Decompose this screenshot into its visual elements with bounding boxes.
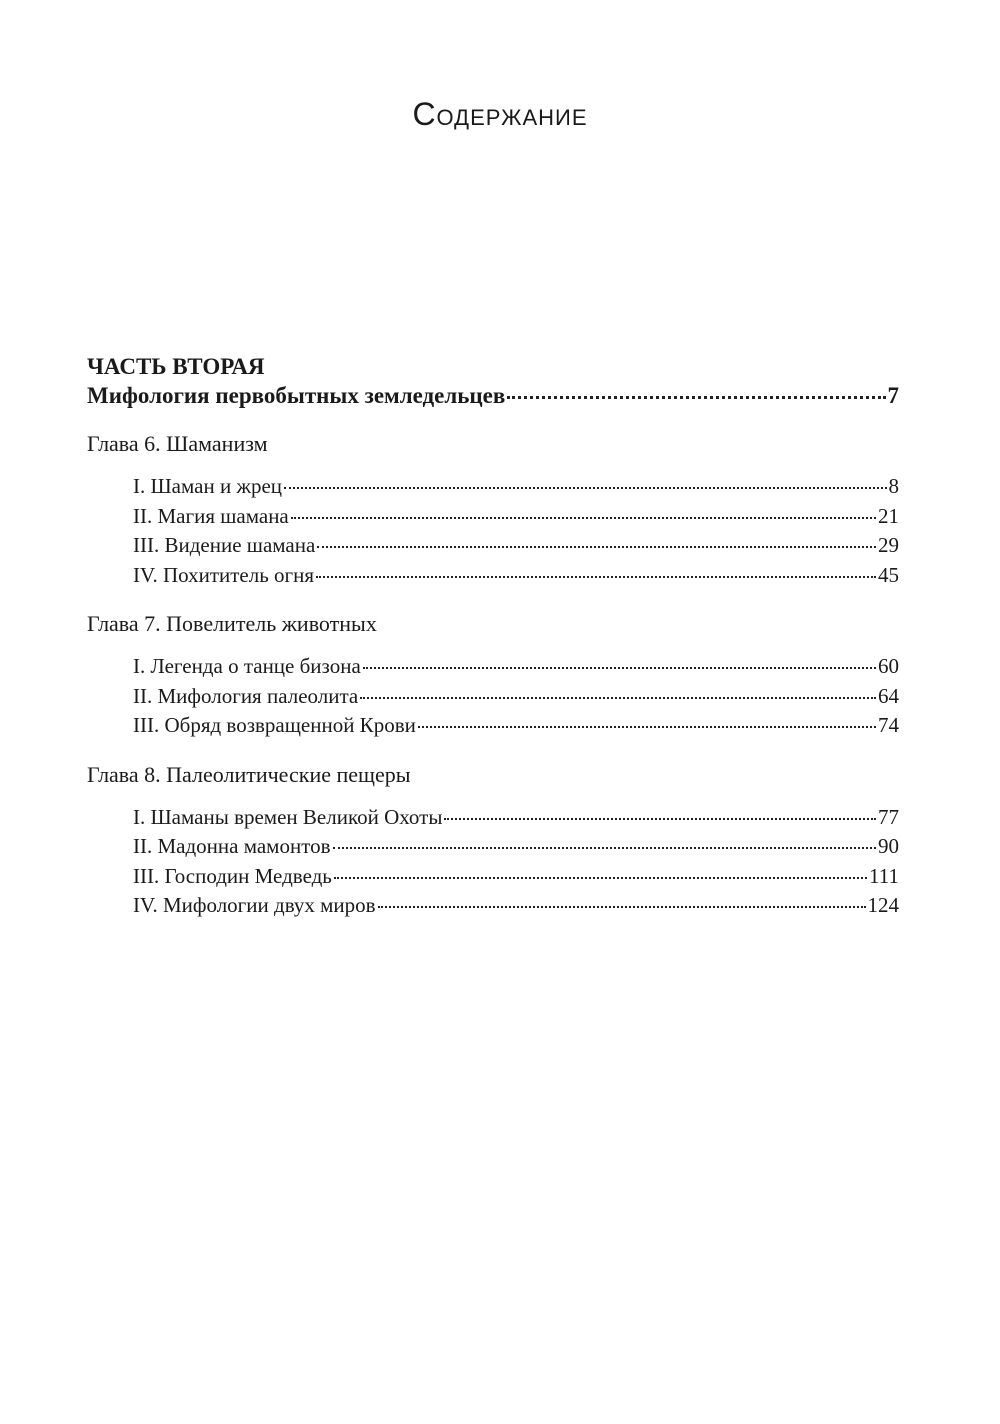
toc-entry[interactable] bbox=[133, 682, 899, 712]
leader-dots bbox=[444, 817, 876, 820]
chapter-block bbox=[87, 430, 899, 590]
entry-label: I. Шаманы времен Великой Охоты bbox=[133, 804, 443, 829]
leader-dots bbox=[360, 696, 876, 699]
entry-label: III. Господин Медведь bbox=[133, 863, 332, 888]
page-title: Содержание bbox=[412, 96, 588, 132]
leader-dots bbox=[334, 876, 867, 879]
toc-entry[interactable] bbox=[133, 832, 899, 862]
entry-label: II. Мифология палеолита bbox=[133, 683, 359, 708]
leader-dots bbox=[316, 575, 876, 578]
chapter-block bbox=[87, 761, 899, 921]
entry-label: II. Магия шамана bbox=[133, 503, 289, 528]
entry-label: I. Легенда о танце бизона bbox=[133, 654, 361, 678]
toc-entry[interactable] bbox=[133, 891, 899, 921]
part-title: ЧАСТЬ ВТОРАЯ bbox=[87, 354, 265, 379]
chapter-title[interactable]: Глава 6. Шаманизм bbox=[87, 431, 268, 456]
table-of-contents bbox=[87, 352, 899, 921]
entry-label: IV. Похититель огня bbox=[133, 562, 315, 587]
leader-dots bbox=[507, 395, 885, 399]
toc-entry[interactable] bbox=[133, 561, 899, 591]
leader-dots bbox=[284, 486, 886, 489]
part-subtitle: Мифология первобытных земледельцев bbox=[87, 383, 506, 408]
page-number: 21 bbox=[878, 503, 899, 528]
leader-dots bbox=[333, 846, 876, 849]
toc-entry[interactable] bbox=[133, 502, 899, 532]
page-number: 74 bbox=[878, 713, 899, 737]
leader-dots bbox=[317, 545, 876, 548]
page-number: 60 bbox=[878, 654, 899, 678]
entry-label: IV. Мифологии двух миров bbox=[133, 893, 376, 917]
chapter-title[interactable]: Глава 8. Палеолитические пещеры bbox=[87, 761, 411, 787]
chapter-title[interactable]: Глава 7. Повелитель животных bbox=[87, 611, 377, 636]
leader-dots bbox=[378, 905, 866, 908]
toc-entry[interactable] bbox=[133, 472, 899, 502]
entry-label: I. Шаман и жрец bbox=[133, 474, 283, 498]
page-number: 7 bbox=[887, 383, 899, 408]
leader-dots bbox=[291, 516, 876, 519]
toc-entry[interactable] bbox=[133, 531, 899, 561]
entry-label: III. Обряд возвращенной Крови bbox=[133, 713, 416, 737]
chapter-block bbox=[87, 610, 899, 741]
entry-label: III. Видение шамана bbox=[133, 533, 316, 557]
page-number: 29 bbox=[878, 533, 899, 557]
page-number: 90 bbox=[878, 834, 899, 858]
leader-dots bbox=[363, 666, 876, 669]
toc-entry[interactable] bbox=[133, 711, 899, 741]
page-number: 64 bbox=[878, 683, 899, 708]
part-entry[interactable] bbox=[87, 381, 899, 410]
page-number: 111 bbox=[869, 863, 899, 888]
page-number: 77 bbox=[878, 804, 899, 829]
toc-entry[interactable] bbox=[133, 862, 899, 892]
page-number: 8 bbox=[888, 474, 899, 498]
leader-dots bbox=[418, 725, 876, 728]
page-number: 124 bbox=[867, 893, 899, 917]
toc-entry[interactable] bbox=[133, 652, 899, 682]
entry-label: II. Мадонна мамонтов bbox=[133, 834, 331, 858]
page-number: 45 bbox=[878, 562, 899, 587]
toc-entry[interactable] bbox=[133, 803, 899, 833]
